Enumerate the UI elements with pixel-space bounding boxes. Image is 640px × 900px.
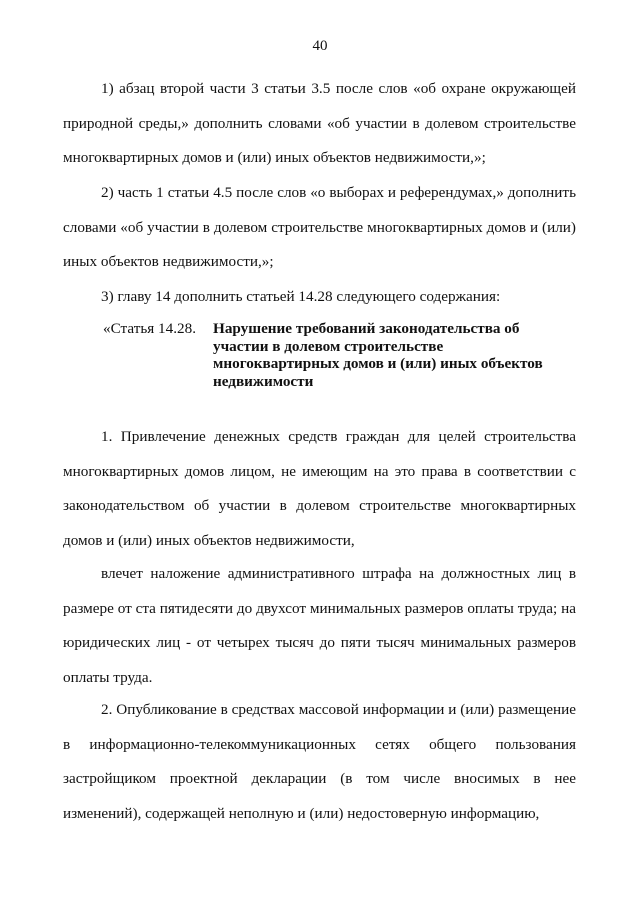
paragraph-article-part-2: 2. Опубликование в средствах массовой информации и (или) размещение в информационно-телекоммуникационных сетях общего пользования застройщиком проектной декларации (в том числе вносимых в нее изменений), содержащей неполную и (или) недостоверную информацию, bbox=[63, 701, 576, 822]
paragraph-amendment-3: 3) главу 14 дополнить статьей 14.28 следующего содержания: bbox=[101, 288, 501, 305]
paragraph-amendment-1: 1) абзац второй части 3 статьи 3.5 после слов «об охране окружающей природной среды,» дополнить словами «об участии в долевом строительстве многоквартирных домов и (или) иных объектов недвижимости,»; bbox=[63, 80, 576, 166]
paragraph-article-part-1: 1. Привлечение денежных средств граждан для целей строительства многоквартирных домов лицом, не имеющим на это права в соответствии с законодательством об участии в долевом строительстве многоквартирных домов и (или) иных объектов недвижимости, bbox=[63, 428, 576, 549]
page-number: 40 bbox=[312, 38, 328, 54]
paragraph-article-penalty: влечет наложение административного штрафа на должностных лиц в размере от ста пятидесяти до двухсот минимальных размеров оплаты труда; на юридических лиц - от четырех тысяч до пяти тысяч минимальных размеров оплаты труда. bbox=[63, 565, 576, 686]
article-label: «Статья 14.28. bbox=[103, 320, 197, 337]
article-title: Нарушение требований законодательства об участии в долевом строительстве многоквартирных домов и (или) иных объектов недвижимости bbox=[213, 320, 543, 390]
paragraph-amendment-2: 2) часть 1 статьи 4.5 после слов «о выборах и референдумах,» дополнить словами «об участии в долевом строительстве многоквартирных домов и (или) иных объектов недвижимости,»; bbox=[63, 184, 576, 270]
